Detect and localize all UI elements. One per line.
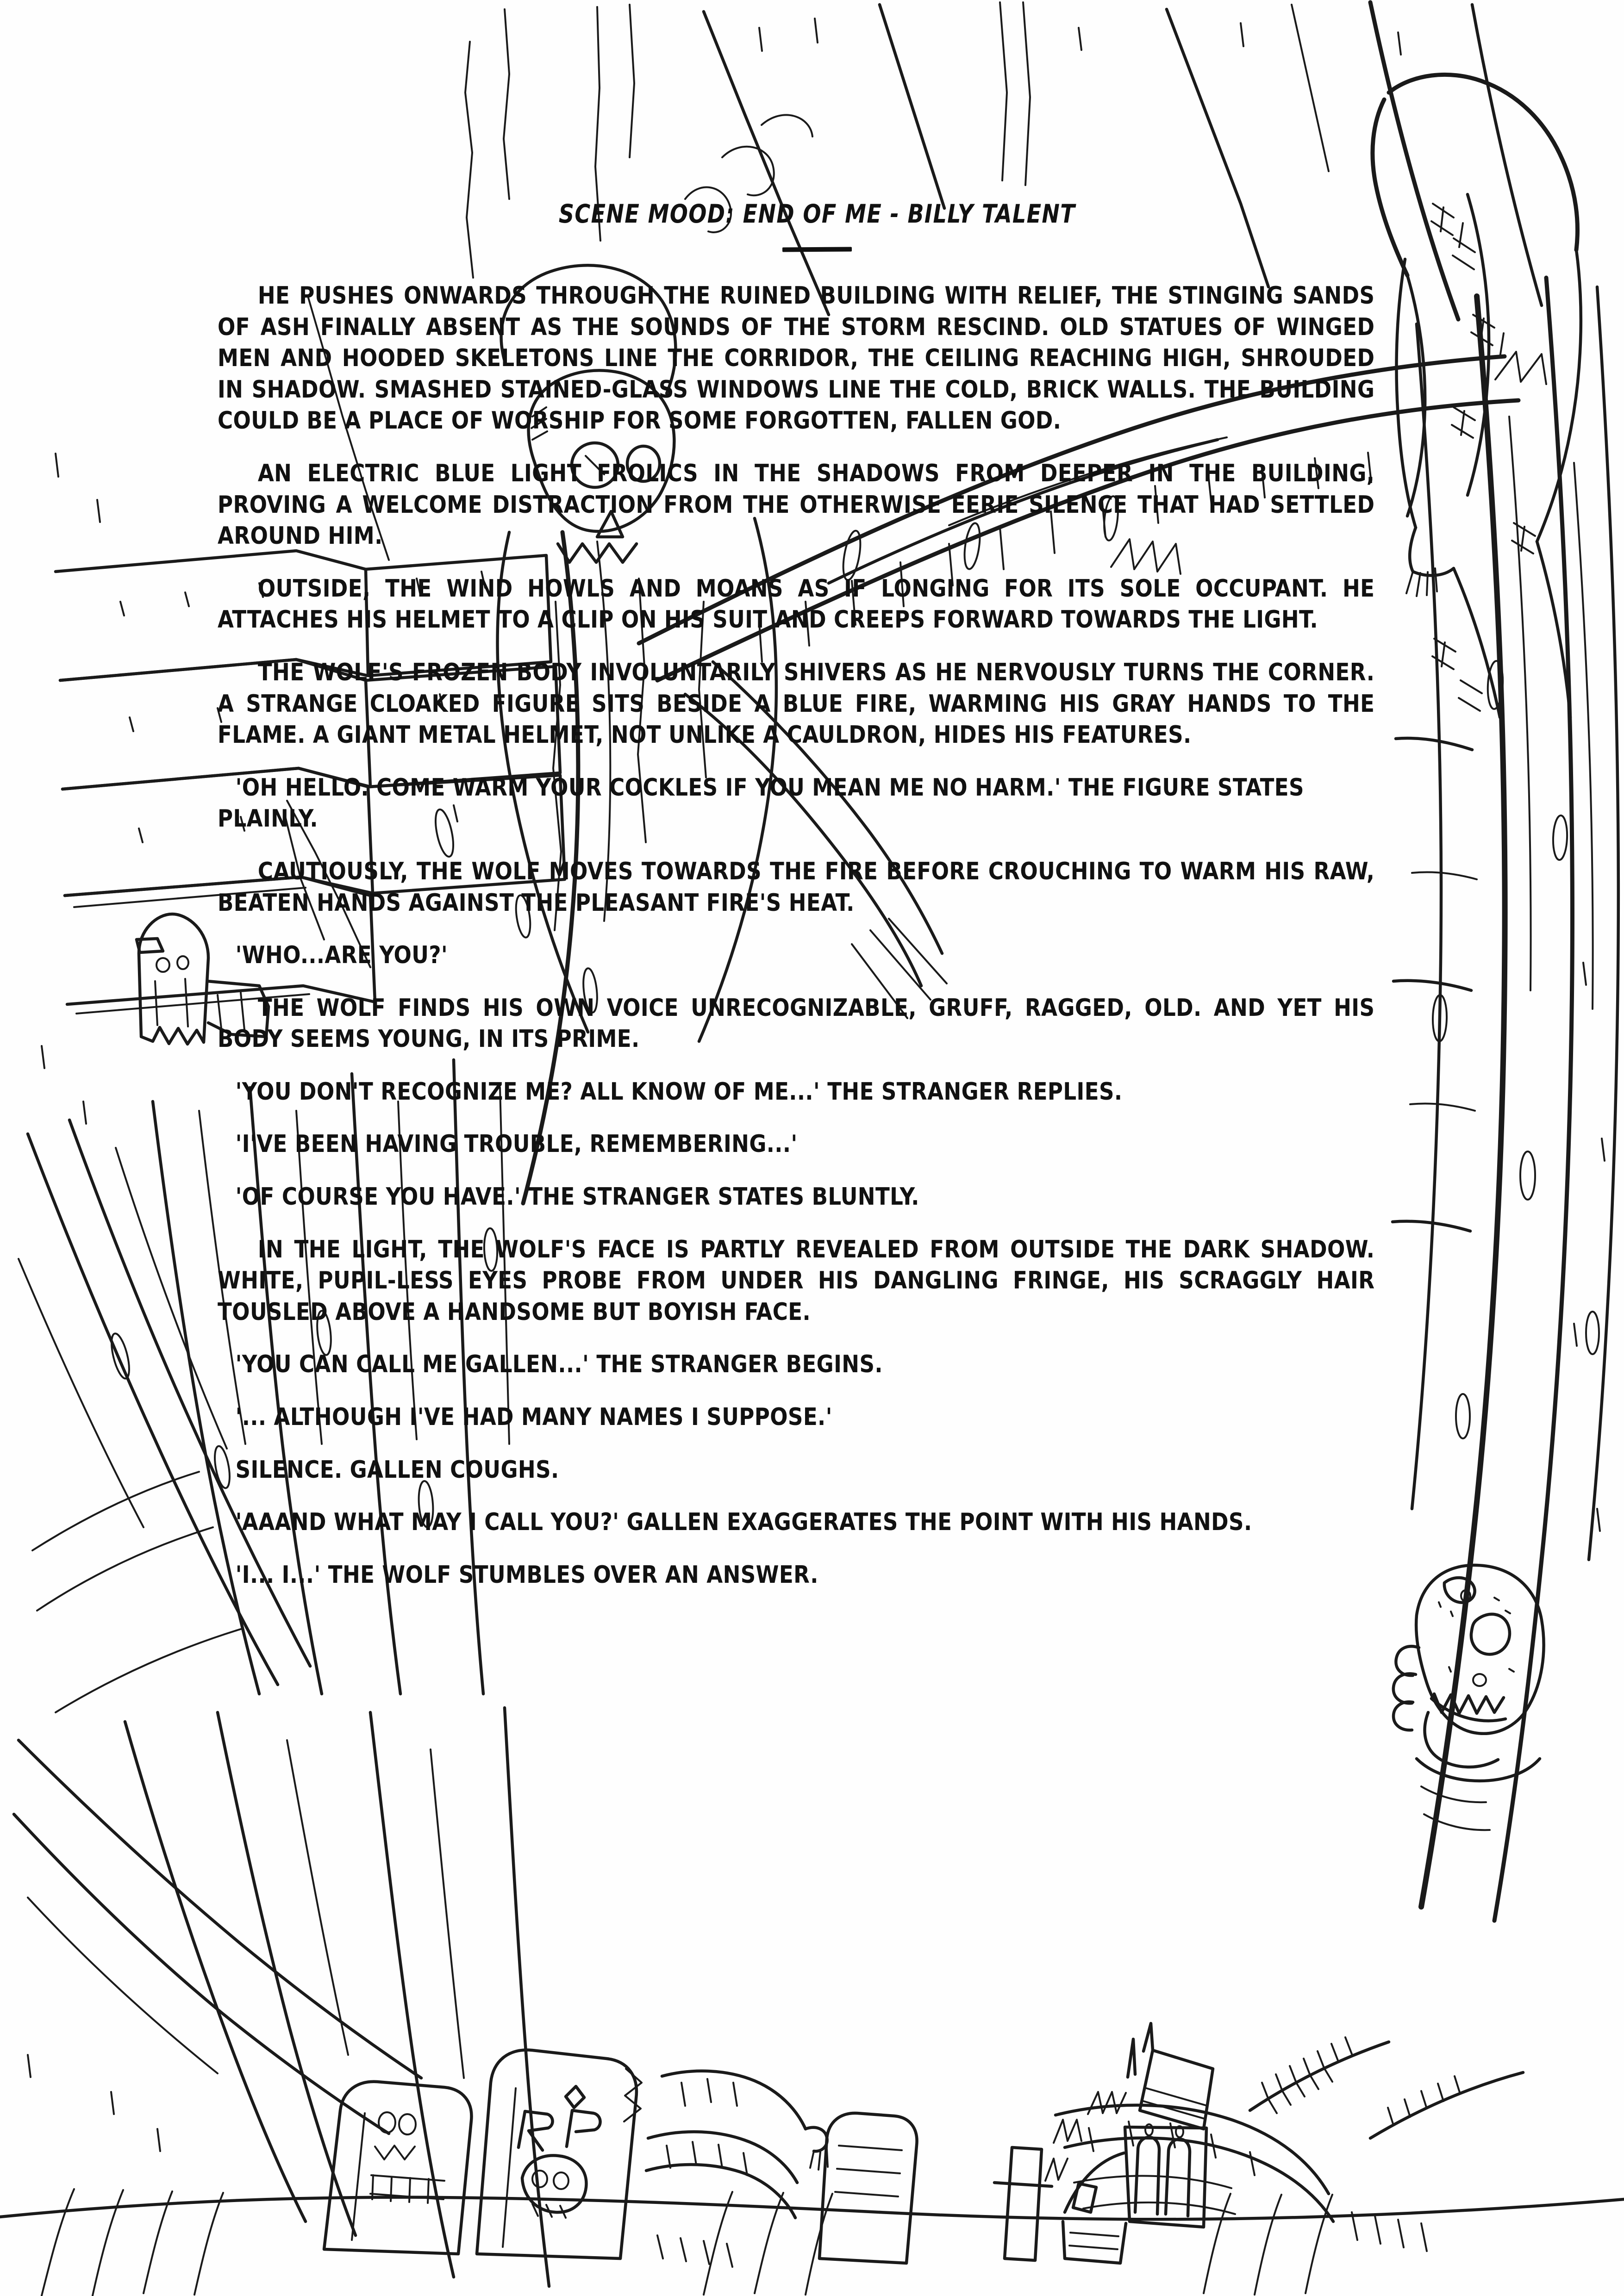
story-paragraph: THE WOLF FINDS HIS OWN VOICE UNRECOGNIZABLE, GRUFF, RAGGED, OLD. AND YET HIS BODY SEEMS YOUNG, IN ITS PRIME. — [218, 994, 1375, 1053]
story-paragraph: HE PUSHES ONWARDS THROUGH THE RUINED BUILDING WITH RELIEF, THE STINGING SANDS OF ASH FINALLY ABSENT AS THE SOUNDS OF THE STORM RESCIND. OLD STATUES OF WINGED MEN AND HOODED SKELETONS LINE THE CORRIDOR, THE CEILING REACHING HIGH, SHROUDED IN SHADOW. SMASHED STAINED-GLASS WINDOWS LINE THE COLD, BRICK WALLS. THE BUILDING COULD BE A PLACE OF WORSHIP FOR SOME FORGOTTEN, FALLEN GOD. — [218, 282, 1375, 435]
story-paragraph: THE WOLF'S FROZEN BODY INVOLUNTARILY SHIVERS AS HE NERVOUSLY TURNS THE CORNER. A STRANGE CLOAKED FIGURE SITS BESIDE A BLUE FIRE, WARMING HIS GRAY HANDS TO THE FLAME. A GIANT METAL HELMET, NOT UNLIKE A CAULDRON, HIDES HIS FEATURES. — [218, 658, 1375, 749]
story-paragraph-dialogue: SILENCE. GALLEN COUGHS. — [235, 1456, 559, 1484]
story-paragraph-dialogue: 'OH HELLO. COME WARM YOUR COCKLES IF YOU MEAN ME NO HARM.' THE FIGURE STATES PLAINLY. — [218, 773, 1304, 833]
story-paragraph: AN ELECTRIC BLUE LIGHT FROLICS IN THE SHADOWS FROM DEEPER IN THE BUILDING, PROVING A WELCOME DISTRACTION FROM THE OTHERWISE EERIE SILENCE THAT HAD SETTLED AROUND HIM. — [218, 459, 1375, 550]
story-paragraph: OUTSIDE, THE WIND HOWLS AND MOANS AS IF LONGING FOR ITS SOLE OCCUPANT. HE ATTACHES HIS HELMET TO A CLIP ON HIS SUIT AND CREEPS FORWARD TOWARDS THE LIGHT. — [218, 574, 1375, 634]
story-paragraph-dialogue: 'AAAND WHAT MAY I CALL YOU?' GALLEN EXAGGERATES THE POINT WITH HIS HANDS. — [235, 1508, 1252, 1537]
story-page-content — [218, 199, 1417, 2060]
story-paragraph-dialogue: 'I'VE BEEN HAVING TROUBLE, REMEMBERING...' — [235, 1130, 798, 1158]
bottom-left-figure-fragments — [646, 2071, 828, 2218]
story-paragraph-dialogue: '... ALTHOUGH I'VE HAD MANY NAMES I SUPPOSE.' — [235, 1403, 832, 1431]
story-paragraph: CAUTIOUSLY, THE WOLF MOVES TOWARDS THE FIRE BEFORE CROUCHING TO WARM HIS RAW, BEATEN HANDS AGAINST THE PLEASANT FIRE'S HEAT. — [218, 857, 1375, 917]
section-divider — [782, 247, 852, 252]
story-body — [218, 280, 1417, 1591]
story-paragraph: IN THE LIGHT, THE WOLF'S FACE IS PARTLY REVEALED FROM OUTSIDE THE DARK SHADOW. WHITE, PUPIL-LESS EYES PROBE FROM UNDER HIS DANGLING FRINGE, HIS SCRAGGLY HAIR TOUSLED ABOVE A HANDSOME BUT BOYISH FACE. — [218, 1235, 1375, 1326]
scene-mood-heading: SCENE MOOD: END OF ME - BILLY TALENT — [558, 199, 1076, 229]
story-paragraph-dialogue: 'YOU CAN CALL ME GALLEN...' THE STRANGER BEGINS. — [235, 1350, 883, 1379]
divider-wrapper — [218, 247, 1417, 252]
story-paragraph-dialogue: 'OF COURSE YOU HAVE.' THE STRANGER STATES BLUNTLY. — [235, 1183, 919, 1211]
graveyard-tombstones-bottom — [0, 2050, 1624, 2296]
gnarled-tree-trunks-right — [1393, 278, 1618, 1921]
story-paragraph-dialogue: 'I... I...' THE WOLF STUMBLES OVER AN ANSWER. — [235, 1561, 818, 1589]
story-paragraph-dialogue: 'YOU DON'T RECOGNIZE ME? ALL KNOW OF ME...' THE STRANGER REPLIES. — [235, 1077, 1123, 1106]
story-paragraph-dialogue: 'WHO...ARE YOU?' — [235, 941, 448, 970]
